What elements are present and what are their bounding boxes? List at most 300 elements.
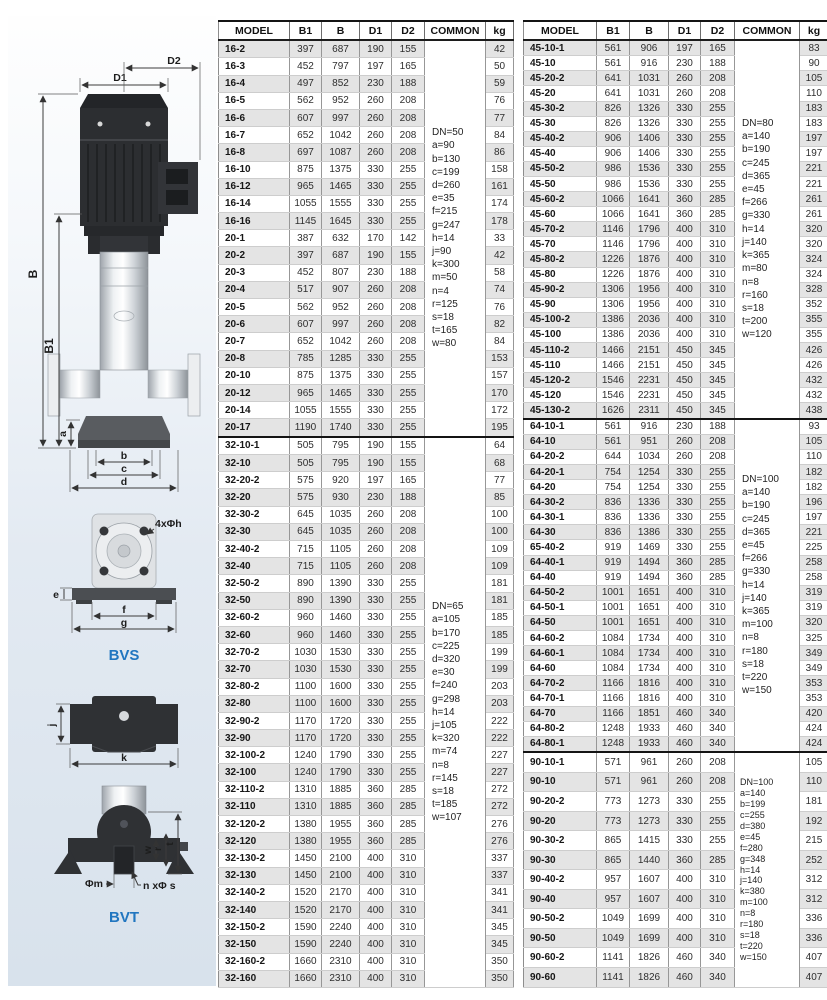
cell-model: 32-100-2 [219, 747, 290, 764]
cell-value: 400 [360, 936, 392, 953]
cell-model: 16-2 [219, 40, 290, 58]
cell-value: 400 [669, 267, 701, 282]
cell-value: 957 [597, 889, 630, 909]
cell-kg: 181 [800, 792, 827, 812]
cell-model: 45-100 [524, 327, 597, 342]
dim-label-n-phi-s: n xΦ s [143, 880, 176, 892]
cell-value: 607 [290, 316, 322, 333]
cell-value: 330 [669, 101, 701, 116]
cell-value: 1466 [597, 343, 630, 358]
cell-value: 1035 [322, 523, 360, 540]
cell-value: 645 [290, 523, 322, 540]
cell-model: 20-17 [219, 419, 290, 437]
cell-model: 45-10 [524, 56, 597, 71]
cell-model: 45-50-2 [524, 161, 597, 176]
cell-value: 230 [360, 264, 392, 281]
cell-value: 230 [669, 419, 701, 435]
cell-value: 330 [360, 695, 392, 712]
cell-kg: 161 [486, 178, 514, 195]
cell-model: 32-90 [219, 730, 290, 747]
cell-value: 1600 [322, 695, 360, 712]
cell-value: 1105 [322, 541, 360, 558]
cell-value: 2240 [322, 936, 360, 953]
cell-value: 330 [669, 525, 701, 540]
cell-kg: 350 [486, 953, 514, 970]
cell-value: 1933 [630, 721, 669, 736]
cell-value: 561 [597, 419, 630, 435]
cell-value: 310 [392, 884, 425, 901]
cell-kg: 349 [800, 646, 827, 661]
cell-model: 64-30-1 [524, 510, 597, 525]
cell-model: 64-80-1 [524, 736, 597, 752]
cell-kg: 105 [800, 434, 827, 449]
cell-value: 310 [392, 970, 425, 987]
dim-label-d1: D1 [113, 72, 127, 84]
bolt-hole [140, 567, 149, 576]
cell-value: 1933 [630, 736, 669, 752]
cell-value: 1790 [322, 747, 360, 764]
cell-value: 2036 [630, 327, 669, 342]
cell-value: 997 [322, 109, 360, 126]
cell-value: 1460 [322, 626, 360, 643]
cell-value: 930 [322, 489, 360, 506]
common-dimension-line: g=348 [740, 853, 766, 864]
cell-value: 208 [701, 449, 735, 464]
cell-value: 1876 [630, 267, 669, 282]
cell-kg: 59 [486, 75, 514, 92]
cell-value: 797 [322, 58, 360, 75]
cell-value: 460 [669, 967, 701, 987]
cell-value: 1375 [322, 367, 360, 384]
cell-kg: 222 [486, 730, 514, 747]
cell-kg: 438 [800, 403, 827, 419]
common-dimension-line: h=14 [432, 706, 455, 718]
cell-kg: 407 [800, 948, 827, 968]
cell-model: 32-50 [219, 592, 290, 609]
cell-value: 255 [392, 575, 425, 592]
cell-value: 400 [669, 870, 701, 890]
cell-value: 340 [701, 721, 735, 736]
cell-value: 330 [360, 178, 392, 195]
common-dimension-line: DN=80 [742, 118, 774, 130]
cell-kg: 74 [486, 281, 514, 298]
cell-value: 1254 [630, 465, 669, 480]
cell-kg: 82 [486, 316, 514, 333]
cell-model: 32-160-2 [219, 953, 290, 970]
cell-value: 807 [322, 264, 360, 281]
cell-value: 1590 [290, 919, 322, 936]
cell-value: 1248 [597, 736, 630, 752]
cell-kg: 158 [486, 161, 514, 178]
cell-value: 687 [322, 247, 360, 264]
cell-value: 916 [630, 56, 669, 71]
cell-value: 1555 [322, 402, 360, 419]
cell-value: 310 [392, 936, 425, 953]
column-header: MODEL [219, 21, 290, 40]
cell-value: 310 [392, 850, 425, 867]
cell-model: 32-110 [219, 798, 290, 815]
cell-value: 641 [597, 71, 630, 86]
cell-value: 919 [597, 570, 630, 585]
cell-kg: 199 [486, 661, 514, 678]
cell-model: 64-20-1 [524, 465, 597, 480]
cell-value: 255 [701, 495, 735, 510]
cell-model: 45-130-2 [524, 403, 597, 419]
cell-model: 32-150-2 [219, 919, 290, 936]
cell-model: 45-40 [524, 146, 597, 161]
common-dimension-line: a=140 [742, 131, 771, 143]
cell-value: 1536 [630, 176, 669, 191]
cell-kg: 337 [486, 850, 514, 867]
cell-value: 1876 [630, 252, 669, 267]
cell-value: 260 [360, 316, 392, 333]
cell-value: 260 [360, 523, 392, 540]
cell-kg: 185 [486, 609, 514, 626]
dim-label-d: d [120, 476, 128, 488]
common-dimension-line: w=150 [740, 951, 767, 962]
common-dimension-line: e=45 [740, 831, 761, 842]
column-header: D2 [701, 21, 735, 40]
column-header: B1 [597, 21, 630, 40]
cell-model: 20-6 [219, 316, 290, 333]
cell-model: 20-12 [219, 384, 290, 401]
cell-value: 400 [669, 312, 701, 327]
cell-value: 1285 [322, 350, 360, 367]
common-dimension-line: t=200 [742, 316, 768, 328]
cell-value: 2310 [322, 953, 360, 970]
cell-value: 400 [360, 953, 392, 970]
cell-value: 1049 [597, 909, 630, 929]
cell-model: 32-160 [219, 970, 290, 987]
cell-kg: 85 [486, 489, 514, 506]
cell-model: 32-130 [219, 867, 290, 884]
common-dimension-line: w=107 [432, 812, 462, 824]
dim-label-j: j [46, 723, 58, 727]
common-dimension-line: n=8 [432, 759, 449, 771]
cell-kg: 182 [800, 465, 827, 480]
cell-value: 836 [597, 495, 630, 510]
cell-value: 260 [669, 752, 701, 772]
cell-value: 330 [360, 730, 392, 747]
cell-value: 360 [360, 833, 392, 850]
cell-value: 1600 [322, 678, 360, 695]
cell-value: 1816 [630, 691, 669, 706]
cell-value: 255 [701, 161, 735, 176]
cell-value: 340 [701, 736, 735, 752]
cell-model: 64-70-1 [524, 691, 597, 706]
common-dimension-line: s=18 [432, 785, 454, 797]
cell-model: 45-30 [524, 116, 597, 131]
cell-value: 450 [669, 343, 701, 358]
cell-value: 208 [392, 299, 425, 316]
header-row [524, 21, 827, 40]
cell-value: 255 [701, 131, 735, 146]
dim-label-r: r [152, 846, 164, 852]
common-dimension-line: h=14 [740, 864, 761, 875]
cell-value: 310 [392, 867, 425, 884]
cell-value: 773 [597, 811, 630, 831]
cell-model: 45-70-2 [524, 222, 597, 237]
cell-value: 400 [360, 901, 392, 918]
cell-value: 208 [392, 109, 425, 126]
cell-kg: 100 [486, 523, 514, 540]
cell-value: 208 [701, 71, 735, 86]
table-row [219, 40, 514, 58]
cell-kg: 221 [800, 161, 827, 176]
cell-value: 255 [392, 661, 425, 678]
cell-kg: 178 [486, 213, 514, 230]
cell-value: 450 [669, 358, 701, 373]
cell-value: 165 [392, 472, 425, 489]
cell-value: 561 [597, 434, 630, 449]
cell-model: 45-110-2 [524, 343, 597, 358]
cell-value: 208 [701, 772, 735, 792]
cell-value: 1170 [290, 730, 322, 747]
motor-cap [80, 94, 168, 108]
cell-value: 310 [701, 909, 735, 929]
diagram-panel [8, 16, 216, 986]
cell-model: 64-40 [524, 570, 597, 585]
cell-model: 32-20 [219, 489, 290, 506]
column-header: B [322, 21, 360, 40]
cell-kg: 345 [486, 936, 514, 953]
cell-value: 1146 [597, 237, 630, 252]
common-dimension-line: n=8 [742, 276, 759, 288]
dim-label-c: c [121, 463, 127, 475]
cell-value: 1699 [630, 909, 669, 929]
cell-value: 360 [360, 798, 392, 815]
cell-value: 330 [669, 510, 701, 525]
cell-value: 1310 [290, 798, 322, 815]
spec-table-left [218, 20, 506, 988]
cell-model: 45-100-2 [524, 312, 597, 327]
cell-kg: 225 [800, 540, 827, 555]
cell-value: 255 [392, 213, 425, 230]
cell-kg: 195 [486, 419, 514, 437]
cell-value: 1326 [630, 101, 669, 116]
cell-kg: 320 [800, 615, 827, 630]
cell-value: 890 [290, 575, 322, 592]
table-row [524, 752, 827, 772]
cell-kg: 192 [800, 811, 827, 831]
common-dimension-line: r=180 [742, 645, 768, 657]
cell-value: 260 [360, 109, 392, 126]
cell-value: 875 [290, 367, 322, 384]
cell-value: 852 [322, 75, 360, 92]
cell-model: 16-10 [219, 161, 290, 178]
cell-value: 310 [701, 646, 735, 661]
cell-value: 1386 [597, 327, 630, 342]
cell-value: 285 [701, 850, 735, 870]
cell-value: 687 [322, 40, 360, 58]
cell-value: 2310 [322, 970, 360, 987]
cell-kg: 312 [800, 889, 827, 909]
cell-model: 20-4 [219, 281, 290, 298]
cell-value: 330 [669, 540, 701, 555]
cell-value: 460 [669, 721, 701, 736]
cell-value: 960 [290, 609, 322, 626]
cell-kg: 328 [800, 282, 827, 297]
cell-value: 836 [597, 525, 630, 540]
cell-value: 1306 [597, 297, 630, 312]
cell-value: 260 [360, 127, 392, 144]
cell-value: 1031 [630, 86, 669, 101]
cell-model: 32-80-2 [219, 678, 290, 695]
cell-model: 90-50 [524, 928, 597, 948]
cell-kg: 83 [800, 40, 827, 56]
cell-value: 255 [701, 176, 735, 191]
common-dimension-line: d=260 [432, 179, 461, 191]
cell-value: 360 [669, 570, 701, 585]
discharge-flange [188, 354, 200, 416]
cell-model: 64-10-1 [524, 419, 597, 435]
cell-value: 1084 [597, 646, 630, 661]
cell-kg: 320 [800, 222, 827, 237]
cell-value: 400 [669, 691, 701, 706]
common-dimension-line: r=145 [432, 772, 458, 784]
common-dimension-line: s=18 [740, 929, 760, 940]
cell-model: 90-60-2 [524, 948, 597, 968]
cell-kg: 76 [486, 92, 514, 109]
cell-value: 255 [392, 678, 425, 695]
cell-value: 255 [392, 644, 425, 661]
cell-value: 260 [360, 558, 392, 575]
cell-model: 16-3 [219, 58, 290, 75]
cell-value: 986 [597, 161, 630, 176]
cell-value: 1645 [322, 213, 360, 230]
cell-model: 45-60 [524, 207, 597, 222]
cell-value: 400 [669, 585, 701, 600]
cell-value: 190 [360, 455, 392, 472]
cell-value: 1166 [597, 691, 630, 706]
cell-model: 20-10 [219, 367, 290, 384]
cell-value: 1536 [630, 161, 669, 176]
common-dimension-line: r=160 [742, 289, 768, 301]
cell-kg: 157 [486, 367, 514, 384]
cell-value: 1955 [322, 833, 360, 850]
cell-kg: 182 [800, 480, 827, 495]
cell-kg: 252 [800, 850, 827, 870]
cell-value: 960 [290, 626, 322, 643]
cell-model: 64-60-2 [524, 631, 597, 646]
cell-value: 310 [392, 919, 425, 936]
dim-label-b1-height: B1 [42, 338, 56, 354]
dim-label-t: t [164, 842, 176, 846]
cell-model: 32-90-2 [219, 712, 290, 729]
cell-value: 330 [669, 811, 701, 831]
cell-kg: 110 [800, 449, 827, 464]
cell-value: 460 [669, 948, 701, 968]
dim-label-b: b [120, 450, 128, 462]
cell-kg: 426 [800, 358, 827, 373]
cell-model: 64-70 [524, 706, 597, 721]
cell-value: 330 [360, 402, 392, 419]
cell-model: 32-100 [219, 764, 290, 781]
cell-value: 1375 [322, 161, 360, 178]
cell-kg: 199 [486, 644, 514, 661]
cell-value: 1530 [322, 644, 360, 661]
cell-model: 20-14 [219, 402, 290, 419]
common-dimension-line: f=240 [432, 680, 458, 692]
cell-value: 188 [392, 75, 425, 92]
cell-value: 1851 [630, 706, 669, 721]
cell-value: 310 [701, 297, 735, 312]
cell-value: 330 [360, 575, 392, 592]
cell-value: 2231 [630, 373, 669, 388]
cell-kg: 197 [800, 510, 827, 525]
common-dimension-line: g=330 [742, 210, 771, 222]
cell-value: 562 [290, 92, 322, 109]
cell-value: 165 [392, 58, 425, 75]
cell-value: 360 [669, 555, 701, 570]
cell-value: 208 [392, 281, 425, 298]
cell-value: 260 [669, 772, 701, 792]
common-dimension-line: e=45 [742, 540, 765, 552]
cell-value: 208 [392, 558, 425, 575]
common-dimension-line: c=225 [432, 640, 460, 652]
cell-value: 188 [392, 264, 425, 281]
cell-value: 400 [669, 631, 701, 646]
cell-value: 1380 [290, 833, 322, 850]
cell-value: 330 [669, 495, 701, 510]
cell-value: 330 [360, 747, 392, 764]
cell-value: 1055 [290, 402, 322, 419]
cell-model: 64-20 [524, 480, 597, 495]
dim-label-b-height: B [26, 269, 40, 279]
cell-kg: 407 [800, 967, 827, 987]
common-dimension-line: k=300 [432, 259, 460, 271]
cell-value: 330 [360, 384, 392, 401]
cell-value: 208 [392, 541, 425, 558]
pump-port [114, 846, 134, 874]
cell-value: 652 [290, 127, 322, 144]
cell-value: 345 [701, 358, 735, 373]
common-dimension-line: h=14 [742, 223, 765, 235]
cell-value: 1494 [630, 570, 669, 585]
cell-kg: 353 [800, 691, 827, 706]
cell-kg: 185 [486, 626, 514, 643]
cell-value: 330 [360, 367, 392, 384]
cell-model: 64-10 [524, 434, 597, 449]
cell-value: 450 [669, 403, 701, 419]
cell-value: 400 [669, 297, 701, 312]
cell-kg: 109 [486, 558, 514, 575]
cell-kg: 432 [800, 373, 827, 388]
cell-value: 450 [669, 388, 701, 403]
common-dimension-line: k=365 [742, 606, 770, 618]
cell-value: 310 [701, 237, 735, 252]
cell-model: 64-70-2 [524, 676, 597, 691]
cell-model: 45-40-2 [524, 131, 597, 146]
cell-kg: 68 [486, 455, 514, 472]
bolt-hole [100, 567, 109, 576]
cell-value: 575 [290, 489, 322, 506]
cell-value: 952 [322, 92, 360, 109]
cell-value: 190 [360, 247, 392, 264]
cell-value: 562 [290, 299, 322, 316]
cell-kg: 222 [486, 712, 514, 729]
cell-value: 1066 [597, 207, 630, 222]
common-dimension-line: t=185 [432, 799, 458, 811]
bolt-hole [100, 527, 109, 536]
cell-kg: 93 [800, 419, 827, 435]
cell-model: 90-30-2 [524, 831, 597, 851]
cell-value: 575 [290, 472, 322, 489]
common-dimension-line: DN=100 [740, 777, 774, 788]
cell-model: 45-80 [524, 267, 597, 282]
cell-value: 890 [290, 592, 322, 609]
cell-model: 45-90 [524, 297, 597, 312]
